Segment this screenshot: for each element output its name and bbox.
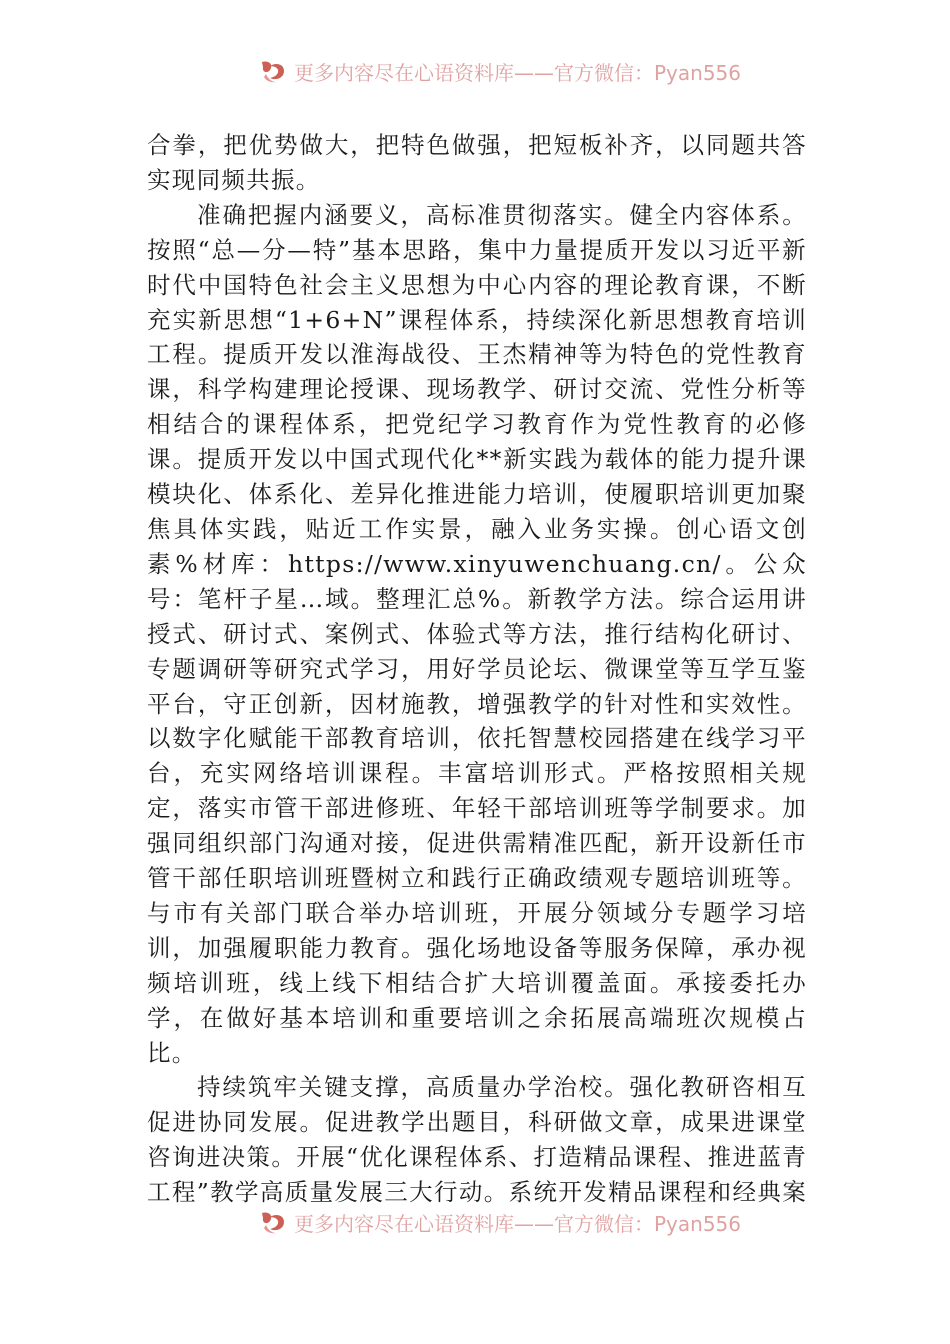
brand-logo-icon bbox=[258, 1209, 292, 1235]
document-body bbox=[147, 128, 807, 1210]
paragraph-3: 持续筑牢关键支撑，高质量办学治校。强化教研咨相互促进协同发展。促进教学出题目，科研做文章，成果进课堂咨询进决策。开展“优化课程体系、打造精品课程、推进蓝青工程”教学高质量发展三大行动。系统开发精品课程和经典案 bbox=[147, 1073, 807, 1207]
header-watermark bbox=[258, 58, 741, 84]
brand-logo-icon bbox=[258, 58, 292, 84]
paragraph-2: 准确把握内涵要义，高标准贯彻落实。健全内容体系。按照“总—分—特”基本思路，集中力量提质开发以习近平新时代中国特色社会主义思想为中心内容的理论教育课，不断充实新思想“1+6+N”课程体系，持续深化新思想教育培训工程。提质开发以淮海战役、王杰精神等为特色的党性教育课，科学构建理论授课、现场教学、研讨交流、党性分析等相结合的课程体系，把党纪学习教育作为党性教育的必修课。提质开发以中国式现代化**新实践为载体的能力提升课模块化、体系化、差异化推进能力培训，使履职培训更加聚焦具体实践，贴近工作实景，融入业务实操。创心语文创素%材库：https://www.xinyuwenchuang.cn/。公众号：笔杆子星…域。整理汇总%。新教学方法。综合运用讲授式、研讨式、案例式、体验式等方法，推行结构化研讨、专题调研等研究式学习，用好学员论坛、微课堂等互学互鉴平台，守正创新，因材施教，增强教学的针对性和实效性。以数字化赋能干部教育培训，依托智慧校园搭建在线学习平台，充实网络培训课程。丰富培训形式。严格按照相关规定，落实市管干部进修班、年轻干部培训班等学制要求。加强同组织部门沟通对接，促进供需精准匹配，新开设新任市管干部任职培训班暨树立和践行正确政绩观专题培训班等。与市有关部门联合举办培训班，开展分领域分专题学习培训，加强履职能力教育。强化场地设备等服务保障，承办视频培训班，线上线下相结合扩大培训覆盖面。承接委托办学，在做好基本培训和重要培训之余拓展高端班次规模占比。 bbox=[147, 200, 807, 1067]
watermark-text: 更多内容尽在心语资料库——官方微信：Pyan556 bbox=[294, 1211, 742, 1236]
paragraph-1: 合拳，把优势做大，把特色做强，把短板补齐，以同题共答实现同频共振。 bbox=[147, 131, 807, 194]
watermark-text: 更多内容尽在心语资料库——官方微信：Pyan556 bbox=[294, 60, 742, 85]
footer-watermark bbox=[258, 1209, 741, 1235]
